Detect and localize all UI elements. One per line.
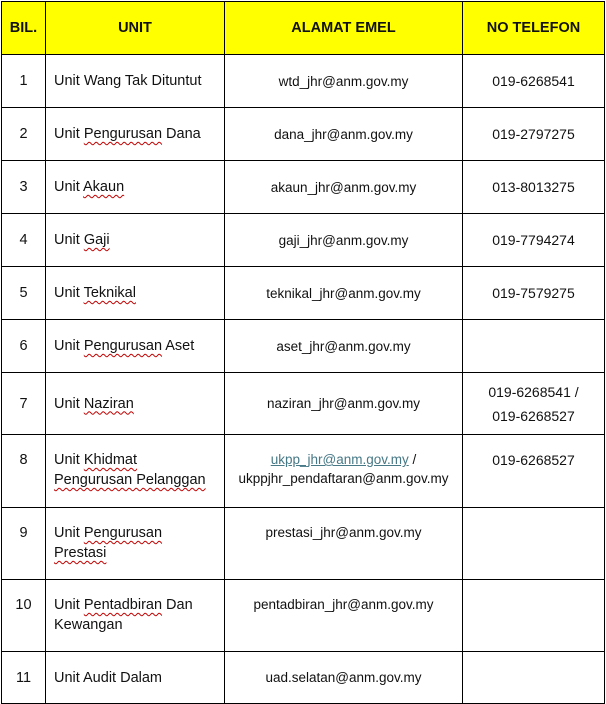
unit-name: Unit Teknikal <box>46 267 225 320</box>
contact-table <box>1 1 605 704</box>
email-address: naziran_jhr@anm.gov.my <box>225 373 463 435</box>
row-number: 6 <box>2 320 46 373</box>
header-phone: NO TELEFON <box>463 2 605 55</box>
row-number: 11 <box>2 652 46 704</box>
phone-number: 019-7794274 <box>463 214 605 267</box>
unit-name: Unit Pengurusan Aset <box>46 320 225 373</box>
unit-name: Unit Gaji <box>46 214 225 267</box>
phone-number <box>463 320 605 373</box>
unit-name: Unit Pentadbiran Dan Kewangan <box>46 580 225 652</box>
row-number: 5 <box>2 267 46 320</box>
table-row <box>2 214 605 267</box>
email-address: prestasi_jhr@anm.gov.my <box>225 508 463 580</box>
email-link[interactable]: ukpp_jhr@anm.gov.my <box>270 452 409 467</box>
phone-number: 019-7579275 <box>463 267 605 320</box>
row-number: 7 <box>2 373 46 435</box>
table-row <box>2 435 605 508</box>
header-email: ALAMAT EMEL <box>225 2 463 55</box>
email-address: aset_jhr@anm.gov.my <box>225 320 463 373</box>
header-bil: BIL. <box>2 2 46 55</box>
table-row <box>2 320 605 373</box>
unit-name: Unit Naziran <box>46 373 225 435</box>
email-address: uad.selatan@anm.gov.my <box>225 652 463 704</box>
header-row <box>2 2 605 55</box>
phone-number: 019-6268541 <box>463 55 605 108</box>
email-address: ukpp_jhr@anm.gov.my / ukppjhr_pendaftaran@anm.gov.my <box>225 435 463 508</box>
row-number: 3 <box>2 161 46 214</box>
unit-name: Unit Pengurusan Prestasi <box>46 508 225 580</box>
phone-number <box>463 580 605 652</box>
header-unit: UNIT <box>46 2 225 55</box>
email-address: pentadbiran_jhr@anm.gov.my <box>225 580 463 652</box>
row-number: 8 <box>2 435 46 508</box>
unit-name: Unit Pengurusan Dana <box>46 108 225 161</box>
table-row <box>2 580 605 652</box>
table-row <box>2 161 605 214</box>
phone-number: 019-2797275 <box>463 108 605 161</box>
row-number: 2 <box>2 108 46 161</box>
table-row <box>2 373 605 435</box>
row-number: 10 <box>2 580 46 652</box>
phone-number: 019-6268527 <box>463 435 605 508</box>
table-row <box>2 508 605 580</box>
table-row <box>2 652 605 704</box>
phone-number: 019-6268541 / 019-6268527 <box>463 373 605 435</box>
row-number: 9 <box>2 508 46 580</box>
table-row <box>2 108 605 161</box>
unit-name: Unit Akaun <box>46 161 225 214</box>
email-address: dana_jhr@anm.gov.my <box>225 108 463 161</box>
table-row <box>2 55 605 108</box>
phone-number: 013-8013275 <box>463 161 605 214</box>
unit-name: Unit Wang Tak Dituntut <box>46 55 225 108</box>
email-address: wtd_jhr@anm.gov.my <box>225 55 463 108</box>
row-number: 1 <box>2 55 46 108</box>
row-number: 4 <box>2 214 46 267</box>
email-address: akaun_jhr@anm.gov.my <box>225 161 463 214</box>
phone-number <box>463 652 605 704</box>
unit-name: Unit Khidmat Pengurusan Pelanggan <box>46 435 225 508</box>
email-address: gaji_jhr@anm.gov.my <box>225 214 463 267</box>
phone-number <box>463 508 605 580</box>
table-row <box>2 267 605 320</box>
email-address: teknikal_jhr@anm.gov.my <box>225 267 463 320</box>
unit-name: Unit Audit Dalam <box>46 652 225 704</box>
